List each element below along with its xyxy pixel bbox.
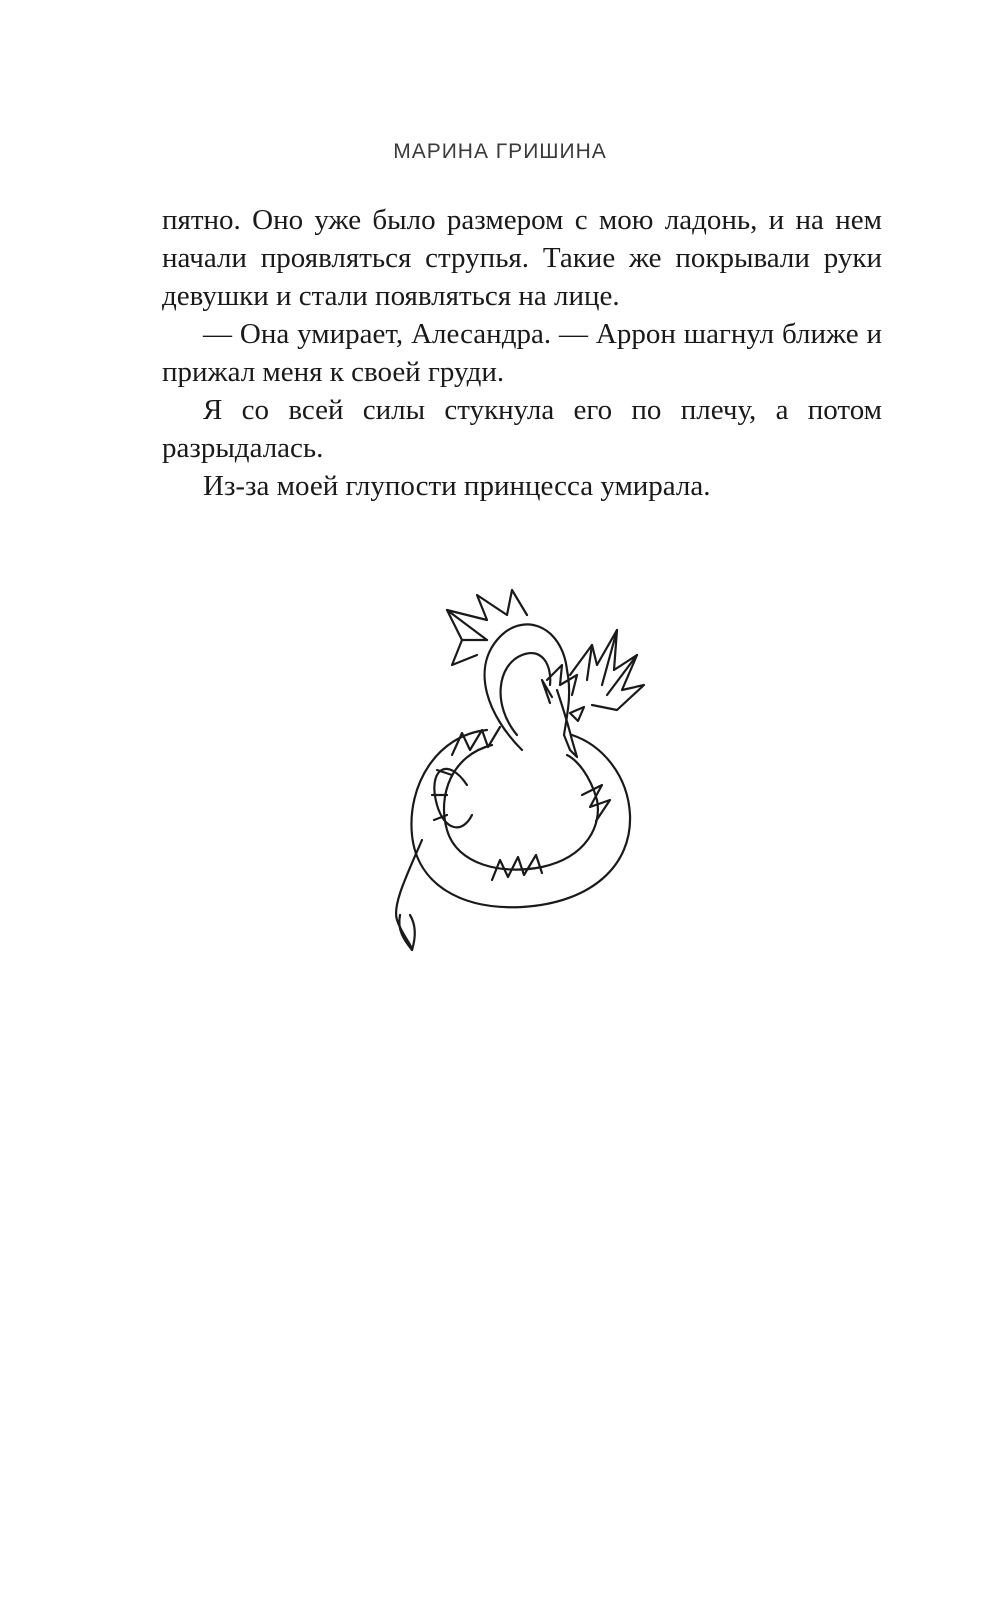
body-text xyxy=(162,201,882,505)
running-header: МАРИНА ГРИШИНА xyxy=(393,140,607,163)
dragon-ornament xyxy=(392,585,667,985)
paragraph: пятно. Оно уже было размером с мою ладонь, и на нем начали проявляться струпья. Такие же покрывали руки девушки и стали появляться на лице. xyxy=(162,204,882,312)
dragon-s-ornament-icon xyxy=(392,585,667,985)
paragraph: Из-за моей глупости принцесса умирала. xyxy=(203,470,711,502)
paragraph: — Она умирает, Алесандра. — Аррон шагнул ближе и прижал меня к своей груди. xyxy=(162,318,882,388)
paragraph: Я со всей силы стукнула его по плечу, а потом разрыдалась. xyxy=(162,394,882,464)
